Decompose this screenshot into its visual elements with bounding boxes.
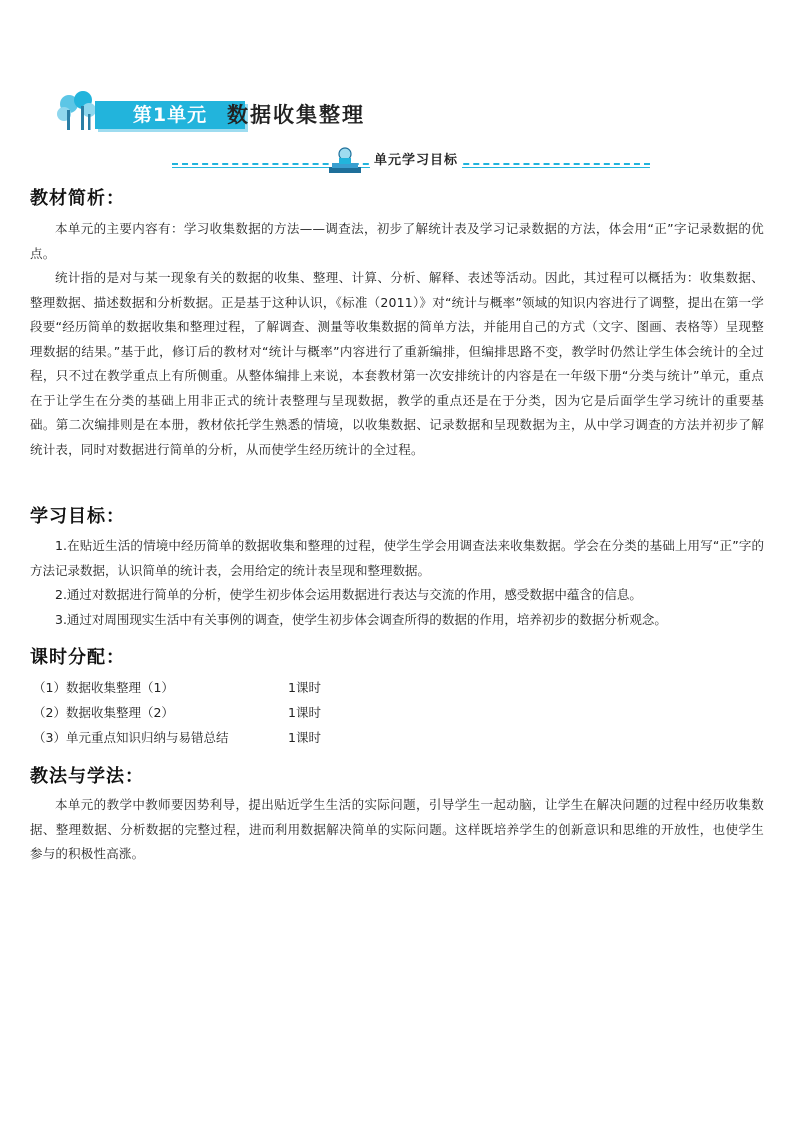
unit-title: 数据收集整理 (227, 103, 365, 127)
schedule-lesson: （3）单元重点知识归纳与易错总结 (33, 730, 229, 745)
schedule-row (33, 678, 433, 700)
schedule-row (33, 703, 433, 725)
unit-header (55, 90, 415, 136)
goal-item-1: 1.在贴近生活的情境中经历简单的数据收集和整理的过程，使学生学会用调查法来收集数据。学会在分类的基础上用写“正”字的方法记录数据，认识简单的统计表，会用给定的统计表呈现和整理数据。 (30, 538, 764, 578)
section-heading-methods: 教法与学法： (30, 766, 144, 787)
section-heading-intro: 教材简析： (30, 188, 125, 209)
schedule-lesson: （2）数据收集整理（2） (33, 705, 174, 720)
goal-item-2: 2.通过对数据进行简单的分析，使学生初步体会运用数据进行表达与交流的作用，感受数据中蕴含的信息。 (55, 587, 642, 602)
methods-paragraph-1: 本单元的教学中教师要因势利导，提出贴近学生生活的实际问题，引导学生一起动脑，让学生在解决问题的过程中经历收集数据、整理数据、分析数据的完整过程，进而利用数据解决简单的实际问题。这样既培养学生的创新意识和思维的开放性，也使学生参与的积极性高涨。 (30, 797, 764, 861)
schedule-hours: 1课时 (288, 680, 321, 695)
intro-paragraph-2: 统计指的是对与某一现象有关的数据的收集、整理、计算、分析、解释、表述等活动。因此，其过程可以概括为：收集数据、整理数据、描述数据和分析数据。正是基于这种认识，《标准（2011）》对“统计与概率”领域的知识内容进行了调整，提出在第一学段要“经历简单的数据收集和整理过程，了解调查、测量等收集数据的简单方法，并能用自己的方式（文字、图画、表格等）呈现整理数据的结果。”基于此，修订后的教材对“统计与概率”内容进行了重新编排，但编排思路不变，教学时仍然让学生体会统计的全过程，只不过在教学重点上有所侧重。从整体编排上来说，本套教材第一次安排统计的内容是在一年级下册“分类与统计”单元，重点在于让学生在分类的基础上用非正式的统计表整理与呈现数据，教学的重点还是在于分类，因为它是后面学生学习统计的重要基础。第二次编排则是在本册，教材依托学生熟悉的情境，以收集数据、记录数据和呈现数据为主，从中学习调查的方法并初步了解统计表，同时对数据进行简单的分析，从而使学生经历统计的全过程。 (30, 270, 764, 457)
schedule-hours: 1课时 (288, 705, 321, 720)
schedule-row (33, 728, 433, 750)
unit-goals-banner (172, 145, 650, 177)
intro-paragraph-1: 本单元的主要内容有：学习收集数据的方法——调查法，初步了解统计表及学习记录数据的方法，体会用“正”字记录数据的优点。 (30, 221, 764, 261)
section-heading-goals: 学习目标： (30, 506, 125, 527)
schedule-lesson: （1）数据收集整理（1） (33, 680, 174, 695)
tree-icon (55, 90, 99, 134)
section-heading-schedule: 课时分配： (30, 647, 125, 668)
goal-item-3: 3.通过对周围现实生活中有关事例的调查，使学生初步体会调查所得的数据的作用，培养初步的数据分析观念。 (55, 612, 667, 627)
reading-student-icon (327, 145, 363, 175)
unit-badge: 第1单元 (95, 101, 245, 129)
unit-goals-label: 单元学习目标 (370, 149, 462, 168)
schedule-hours: 1课时 (288, 730, 321, 745)
